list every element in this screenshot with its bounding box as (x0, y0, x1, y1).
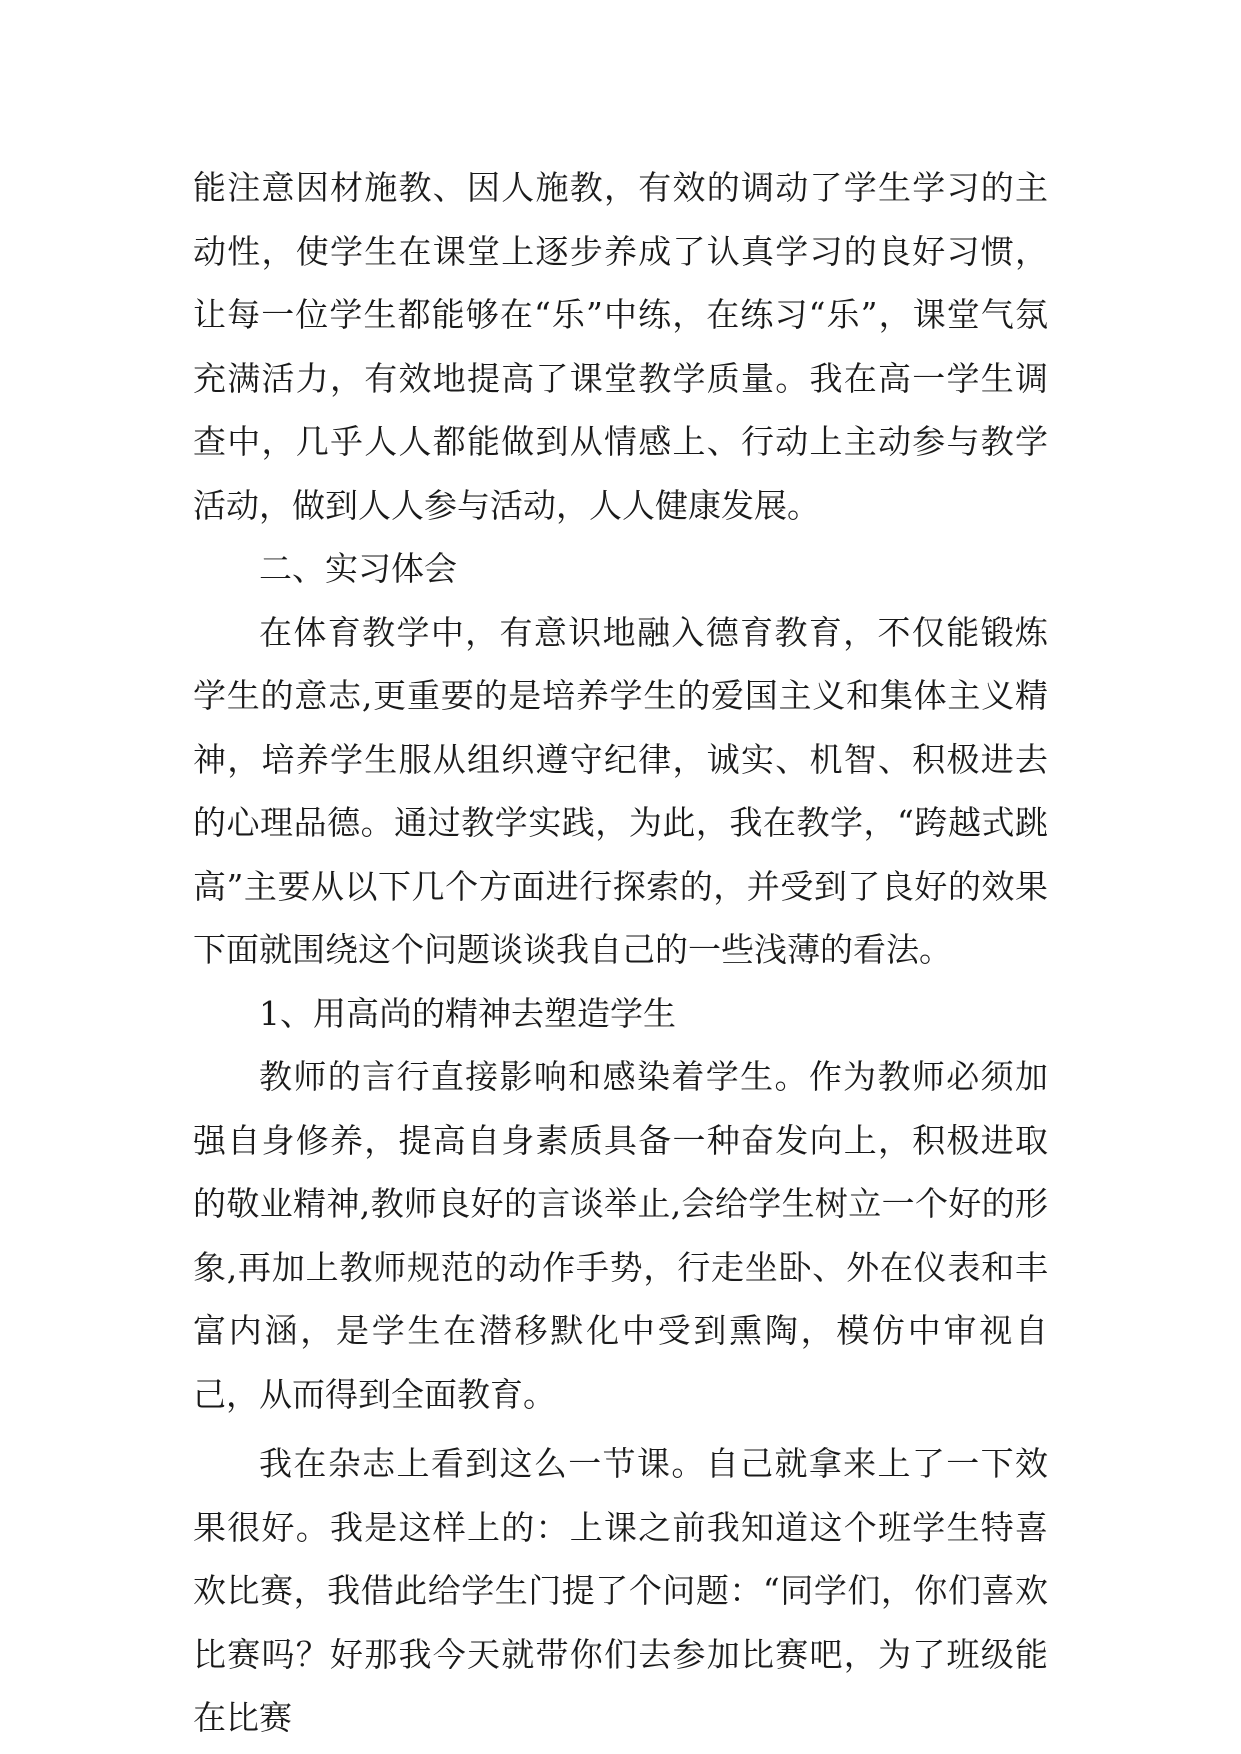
document-body (193, 156, 1048, 1750)
subheading-noble-spirit: 1、用高尚的精神去塑造学生 (259, 993, 676, 1033)
paragraph-magazine-lesson: 我在杂志上看到这么一节课。自己就拿来上了一下效果很好。我是这样上的：上课之前我知道这个班学生特喜欢比赛，我借此给学生门提了个问题：“同学们，你们喜欢比赛吗？好那我今天就带你们去参加比赛吧，为了班级能在比赛 (193, 1444, 1048, 1737)
paragraph-teacher-conduct: 教师的言行直接影响和感染着学生。作为教师必须加强自身修养，提高自身素质具备一种奋发向上，积极进取的敬业精神,教师良好的言谈举止,会给学生树立一个好的形象,再加上教师规范的动作手势，行走坐卧、外在仪表和丰富内涵，是学生在潜移默化中受到熏陶，模仿中审视自己，从而得到全面教育。 (193, 1057, 1048, 1414)
paragraph-continuation: 能注意因材施教、因人施教，有效的调动了学生学习的主动性，使学生在课堂上逐步养成了认真学习的良好习惯，让每一位学生都能够在“乐”中练，在练习“乐”，课堂气氛充满活力，有效地提高了课堂教学质量。我在高一学生调查中，几乎人人都能做到从情感上、行动上主动参与教学活动，做到人人参与活动，人人健康发展。 (193, 168, 1048, 525)
paragraph-moral-education: 在体育教学中，有意识地融入德育教育，不仅能锻炼学生的意志,更重要的是培养学生的爱国主义和集体主义精神，培养学生服从组织遵守纪律，诚实、机智、积极进去的心理品德。通过教学实践，为此，我在教学，“跨越式跳高”主要从以下几个方面进行探索的，并受到了良好的效果下面就围绕这个问题谈谈我自己的一些浅薄的看法。 (193, 612, 1048, 969)
section-heading-internship-experience: 二、实习体会 (259, 549, 457, 588)
